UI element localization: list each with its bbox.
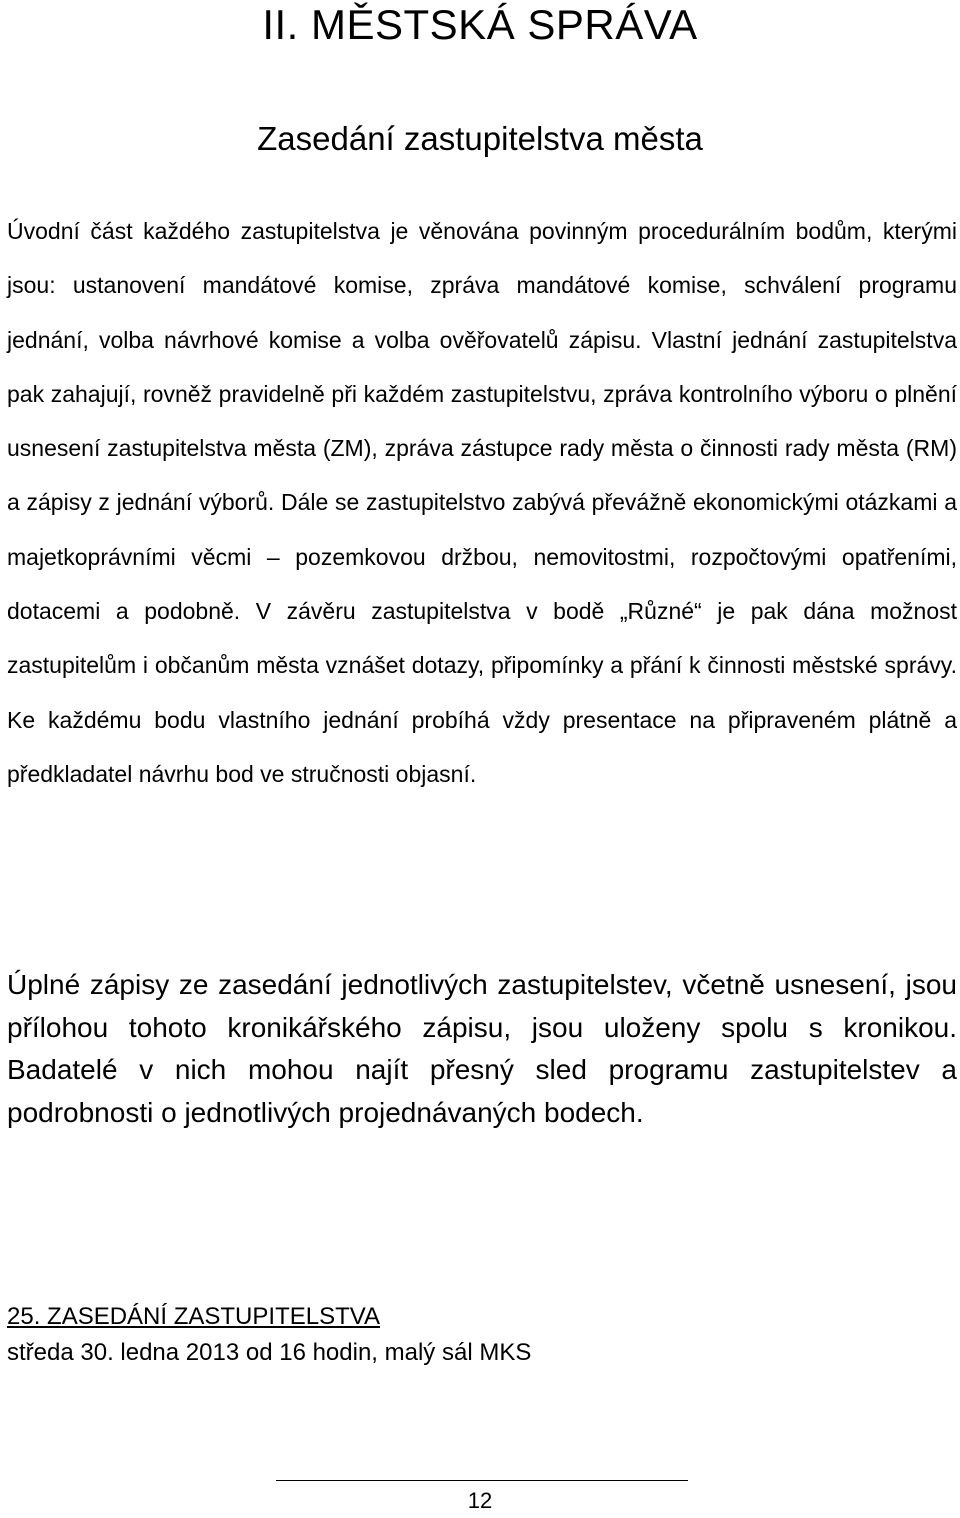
intro-paragraph: Úvodní část každého zastupitelstva je věnována povinným procedurálním bodům, kterými jsou: ustanovení mandátové komise, zpráva mandátové komise, schválení programu jednání, volba návrhové komise a volba ověřovatelů zápisu. Vlastní jednání zastupitelstva pak zahajují, rovněž pravidelně při každém zastupitelstvu, zpráva kontrolního výboru o plnění usnesení zastupitelstva města (ZM), zpráva zástupce rady města o činnosti rady města (RM) a zápisy z jednání výborů. Dále se zastupitelstvo zabývá převážně ekonomickými otázkami a majetkoprávními věcmi – pozemkovou držbou, nemovitostmi, rozpočtovými opatřeními, dotacemi a podobně. V závěru zastupitelstva v bodě „Různé“ je pak dána možnost zastupitelům i občanům města vznášet dotazy, připomínky a přání k činnosti městské správy. Ke každému bodu vlastního jednání probíhá vždy presentace na připraveném plátně a předkladatel návrhu bod ve stručnosti objasní. [7, 218, 957, 787]
section-title: Zasedání zastupitelstva města [257, 120, 703, 157]
records-paragraph: Úplné zápisy ze zasedání jednotlivých zastupitelstev, včetně usnesení, jsou přílohou tohoto kronikářského zápisu, jsou uloženy spolu s kronikou. Badatelé v nich mohou najít přesný sled programu zastupitelstev a podrobnosti o jednotlivých projednávaných bodech. [7, 969, 957, 1128]
footer-divider [276, 1480, 688, 1481]
chapter-title: II. MĚSTSKÁ SPRÁVA [262, 1, 698, 48]
meeting-date: středa 30. ledna 2013 od 16 hodin, malý sál MKS [7, 1339, 532, 1366]
meeting-entry [7, 1299, 907, 1371]
page-number: 12 [467, 1488, 493, 1513]
meeting-heading: 25. ZASEDÁNÍ ZASTUPITELSTVA [7, 1303, 380, 1330]
